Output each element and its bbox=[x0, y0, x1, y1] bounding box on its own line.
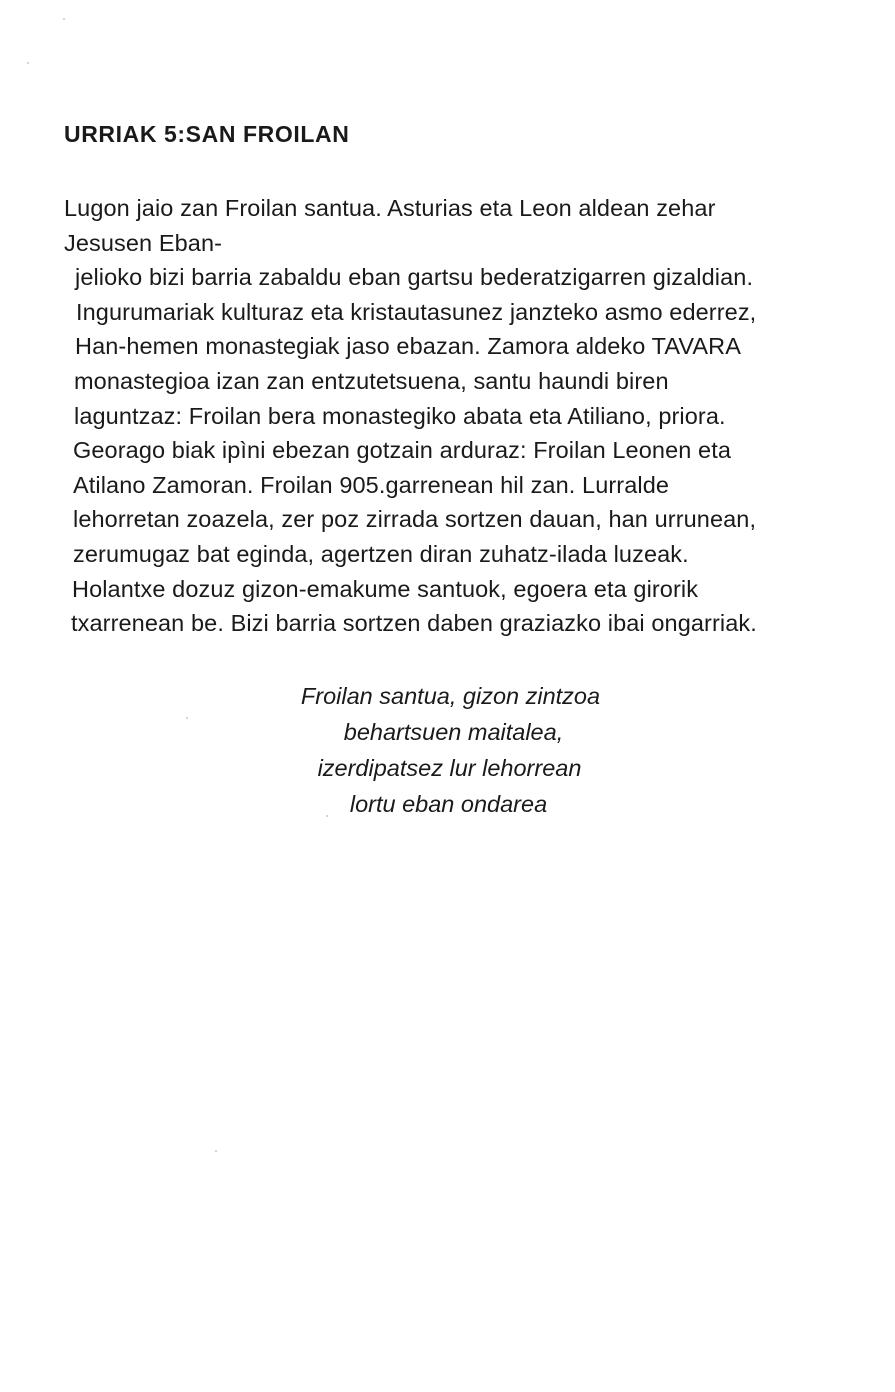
paragraph-line: txarrenean be. Bizi barria sortzen daben graziazko ibai ongarriak. bbox=[71, 610, 757, 637]
paragraph-line: jelioko bizi barria zabaldu eban gartsu bederatzigarren gizaldian. bbox=[75, 264, 754, 291]
verse-line: Froilan santua, gizon zintzoa bbox=[300, 683, 601, 709]
paragraph-line: Ingurumariak kulturaz eta kristautasunez janzteko asmo ederrez, bbox=[76, 298, 757, 325]
verse-block bbox=[0, 678, 895, 822]
verse-line: izerdipatsez lur lehorrean bbox=[317, 755, 582, 781]
body-paragraph bbox=[0, 191, 895, 641]
verse-line: lortu eban ondarea bbox=[349, 791, 548, 817]
scan-speck bbox=[63, 18, 65, 20]
paragraph-line: Lugon jaio zan Froilan santua. Asturias eta Leon aldean zehar bbox=[64, 195, 716, 221]
scan-speck bbox=[215, 1150, 217, 1152]
paragraph-line: monastegioa izan zan entzutetsuena, santu haundi biren bbox=[74, 367, 669, 394]
paragraph-line: Jesusen Eban- bbox=[64, 229, 223, 256]
verse-line: behartsuen maitalea, bbox=[343, 719, 564, 745]
scan-speck bbox=[27, 62, 29, 64]
paragraph-line: Georago biak ipìni ebezan gotzain arduraz: Froilan Leonen eta bbox=[73, 437, 732, 464]
paragraph-line: Atilano Zamoran. Froilan 905.garrenean hil zan. Lurralde bbox=[73, 471, 670, 498]
paragraph-line: Holantxe dozuz gizon-emakume santuok, egoera eta girorik bbox=[72, 575, 699, 602]
page-title: URRIAK 5:SAN FROILAN bbox=[64, 121, 350, 147]
paragraph-line: Han-hemen monastegiak jaso ebazan. Zamora aldeko TAVARA bbox=[75, 333, 742, 360]
paragraph-line: laguntzaz: Froilan bera monastegiko abata eta Atiliano, priora. bbox=[74, 402, 726, 429]
paragraph-line: zerumugaz bat eginda, agertzen diran zuhatz-ilada luzeak. bbox=[73, 540, 689, 567]
paragraph-line: lehorretan zoazela, zer poz zirrada sortzen dauan, han urrunean, bbox=[73, 506, 757, 533]
